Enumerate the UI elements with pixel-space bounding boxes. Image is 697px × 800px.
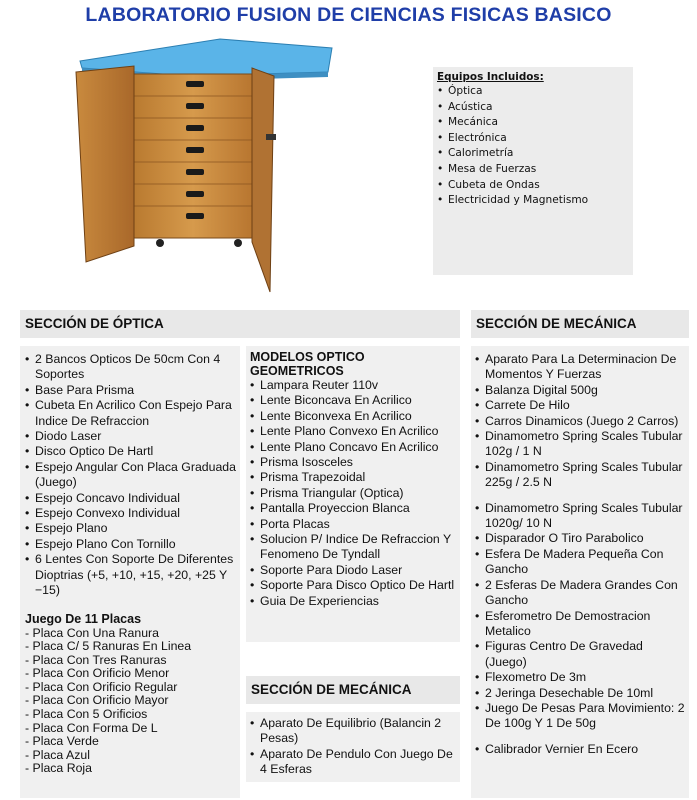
list-item: • Electricidad y Magnetismo [437, 193, 633, 209]
mechanics-list-b [475, 501, 686, 732]
list-item: • Electrónica [437, 131, 633, 147]
list-item: - Placa Con 5 Orificios [25, 708, 236, 722]
list-item: • Dinamometro Spring Scales Tubular 102g / 1 N [475, 429, 686, 460]
list-item: • Mecánica [437, 115, 633, 131]
list-item: • Espejo Angular Con Placa Graduada (Juego) [25, 460, 236, 491]
list-item: - Placa Con Una Ranura [25, 627, 236, 641]
list-item: • 2 Jeringa Desechable De 10ml [475, 686, 686, 701]
list-item: • Pantalla Proyeccion Blanca [250, 501, 457, 516]
mechanics-section-header-middle: SECCIÓN DE MECÁNICA [246, 676, 460, 704]
lab-cabinet-image [60, 36, 350, 298]
list-item: • 2 Esferas De Madera Grandes Con Gancho [475, 578, 686, 609]
list-item: • Esferometro De Demostracion Metalico [475, 609, 686, 640]
list-item: • 6 Lentes Con Soporte De Diferentes Dioptrias (+5, +10, +15, +20, +25 Y −15) [25, 552, 236, 598]
mechanics-middle-list [250, 716, 457, 778]
list-item: • Solucion P/ Indice De Refraccion Y Fenomeno De Tyndall [250, 532, 457, 563]
page-title: LABORATORIO FUSION DE CIENCIAS FISICAS BASICO [85, 4, 612, 26]
list-item: - Placa Con Forma De L [25, 722, 236, 736]
list-item: - Placa Con Orificio Menor [25, 667, 236, 681]
list-item: • Espejo Plano [25, 521, 236, 536]
list-item: • Lampara Reuter 110v [250, 378, 457, 393]
list-item: • Lente Biconcava En Acrilico [250, 393, 457, 408]
list-item: • Mesa de Fuerzas [437, 162, 633, 178]
list-item: • Figuras Centro De Gravedad (Juego) [475, 639, 686, 670]
list-item: • Diodo Laser [25, 429, 236, 444]
list-item: • Calorimetría [437, 146, 633, 162]
optics-list [25, 352, 236, 599]
list-item: • Espejo Plano Con Tornillo [25, 537, 236, 552]
list-item: - Placa Con Orificio Mayor [25, 694, 236, 708]
list-item: • Soporte Para Diodo Laser [250, 563, 457, 578]
plates-title: Juego De 11 Placas [25, 611, 142, 626]
list-item: • Base Para Prisma [25, 383, 236, 398]
list-item: • Soporte Para Disco Optico De Hartl [250, 578, 457, 593]
list-item: • Cubeta En Acrilico Con Espejo Para Indice De Refraccion [25, 398, 236, 429]
mechanics-section-header-right: SECCIÓN DE MECÁNICA [471, 310, 689, 338]
mechanics-list-a [475, 352, 686, 491]
equipment-list [437, 84, 633, 209]
list-item: • 2 Bancos Opticos De 50cm Con 4 Soportes [25, 352, 236, 383]
optical-models-column [246, 346, 460, 642]
equipment-included-box [433, 67, 633, 275]
optics-column [20, 346, 240, 798]
list-item: - Placa C/ 5 Ranuras En Linea [25, 640, 236, 654]
list-item: • Calibrador Vernier En Ecero [475, 742, 686, 757]
list-item: • Lente Plano Convexo En Acrilico [250, 424, 457, 439]
list-item: • Juego De Pesas Para Movimiento: 2 De 100g Y 1 De 50g [475, 701, 686, 732]
list-item: • Disparador O Tiro Parabolico [475, 531, 686, 546]
plates-list [25, 627, 236, 777]
mechanics-list-c [475, 742, 686, 757]
list-item: - Placa Con Orificio Regular [25, 681, 236, 695]
list-item: • Lente Plano Concavo En Acrilico [250, 440, 457, 455]
list-item: - Placa Verde [25, 735, 236, 749]
list-item: • Lente Biconvexa En Acrilico [250, 409, 457, 424]
list-item: • Espejo Concavo Individual [25, 491, 236, 506]
list-item: • Cubeta de Ondas [437, 178, 633, 194]
list-item: • Balanza Digital 500g [475, 383, 686, 398]
list-item: - Placa Roja [25, 762, 236, 776]
list-item: • Aparato De Equilibrio (Balancin 2 Pesas) [250, 716, 457, 747]
list-item: • Prisma Triangular (Optica) [250, 486, 457, 501]
list-item: • Esfera De Madera Pequeña Con Gancho [475, 547, 686, 578]
list-item: • Prisma Trapezoidal [250, 470, 457, 485]
list-item: • Espejo Convexo Individual [25, 506, 236, 521]
list-item: - Placa Azul [25, 749, 236, 763]
list-item: • Acústica [437, 100, 633, 116]
mechanics-right-column [471, 346, 689, 798]
list-item: • Dinamometro Spring Scales Tubular 1020g/ 10 N [475, 501, 686, 532]
optics-section-header: SECCIÓN DE ÓPTICA [20, 310, 460, 338]
list-item: • Disco Optico De Hartl [25, 444, 236, 459]
mechanics-middle-column [246, 712, 460, 782]
list-item: • Óptica [437, 84, 633, 100]
optical-models-title: MODELOS OPTICO GEOMETRICOS [250, 350, 365, 378]
list-item: • Aparato De Pendulo Con Juego De 4 Esferas [250, 747, 457, 778]
list-item: • Aparato Para La Determinacion De Momentos Y Fuerzas [475, 352, 686, 383]
equipment-title: Equipos Incluidos: [437, 71, 544, 83]
list-item: • Prisma Isosceles [250, 455, 457, 470]
list-item: • Carros Dinamicos (Juego 2 Carros) [475, 414, 686, 429]
list-item: • Dinamometro Spring Scales Tubular 225g / 2.5 N [475, 460, 686, 491]
list-item: • Flexometro De 3m [475, 670, 686, 685]
optical-models-list [250, 378, 457, 609]
list-item: • Porta Placas [250, 517, 457, 532]
list-item: - Placa Con Tres Ranuras [25, 654, 236, 668]
list-item: • Guia De Experiencias [250, 594, 457, 609]
list-item: • Carrete De Hilo [475, 398, 686, 413]
